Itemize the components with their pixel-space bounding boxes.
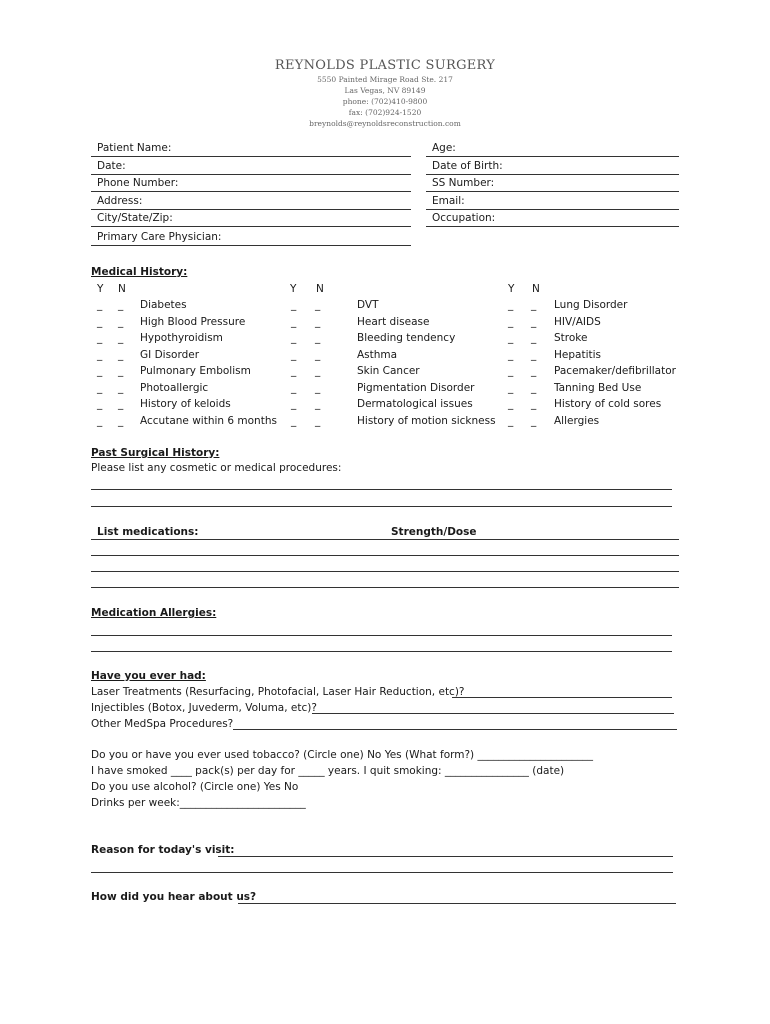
condition-label: Heart disease	[357, 315, 430, 328]
medications-header-line	[91, 539, 679, 540]
no-checkbox-blank[interactable]: _	[531, 365, 537, 377]
condition-label: Skin Cancer	[357, 365, 420, 377]
no-checkbox-blank[interactable]: _	[118, 315, 124, 328]
condition-label: High Blood Pressure	[140, 315, 246, 328]
yes-checkbox-blank[interactable]: _	[291, 315, 297, 328]
yes-column-header: Y	[97, 283, 104, 295]
medical-history-heading: Medical History:	[91, 266, 188, 278]
no-checkbox-blank[interactable]: _	[531, 398, 537, 410]
no-column-header: N	[118, 283, 126, 295]
no-checkbox-blank[interactable]: _	[531, 299, 537, 311]
yes-checkbox-blank[interactable]: _	[291, 381, 297, 394]
primary-care-physician-field[interactable]: Primary Care Physician:	[91, 230, 411, 246]
no-checkbox-blank[interactable]: _	[531, 381, 537, 394]
yes-checkbox-blank[interactable]: _	[97, 398, 103, 410]
no-checkbox-blank[interactable]: _	[315, 332, 321, 344]
no-checkbox-blank[interactable]: _	[118, 332, 124, 344]
no-column-header: N	[316, 283, 324, 295]
strength-dose-label: Strength/Dose	[391, 526, 477, 538]
yes-column-header: Y	[290, 283, 297, 295]
past-surgical-history-heading: Past Surgical History:	[91, 447, 220, 459]
laser-treatments-question: Laser Treatments (Resurfacing, Photofacial, Laser Hair Reduction, etc)?	[91, 686, 465, 698]
yes-checkbox-blank[interactable]: _	[508, 365, 514, 377]
reason-for-visit-label: Reason for today's visit:	[91, 844, 235, 856]
no-checkbox-blank[interactable]: _	[531, 315, 537, 328]
no-checkbox-blank[interactable]: _	[118, 348, 124, 361]
condition-label: Hypothyroidism	[140, 332, 223, 344]
yes-checkbox-blank[interactable]: _	[508, 332, 514, 344]
yes-checkbox-blank[interactable]: _	[97, 348, 103, 361]
practice-address-line1: 5550 Painted Mirage Road Ste. 217	[317, 75, 453, 84]
no-checkbox-blank[interactable]: _	[315, 381, 321, 394]
no-checkbox-blank[interactable]: _	[118, 398, 124, 410]
other-medspa-question: Other MedSpa Procedures?	[91, 718, 234, 730]
condition-label: Pacemaker/defibrillator	[554, 365, 676, 377]
yes-checkbox-blank[interactable]: _	[97, 381, 103, 394]
condition-label: Dermatological issues	[357, 398, 473, 410]
yes-checkbox-blank[interactable]: _	[291, 365, 297, 377]
condition-label: Tanning Bed Use	[554, 381, 642, 394]
have-you-ever-had-heading: Have you ever had:	[91, 670, 206, 682]
yes-checkbox-blank[interactable]: _	[291, 332, 297, 344]
date-of-birth-field[interactable]: Date of Birth:	[426, 159, 679, 175]
condition-label: History of motion sickness	[357, 414, 496, 427]
address-field[interactable]: Address:	[91, 194, 411, 210]
injectibles-answer-line[interactable]	[312, 713, 674, 714]
condition-label: Stroke	[554, 332, 588, 344]
condition-label: History of cold sores	[554, 398, 662, 410]
condition-label: Lung Disorder	[554, 299, 628, 311]
condition-label: Pulmonary Embolism	[140, 365, 251, 377]
how-did-you-hear-line[interactable]	[238, 903, 676, 904]
practice-address-line2: Las Vegas, NV 89149	[344, 86, 426, 95]
age-field[interactable]: Age:	[426, 141, 679, 157]
drinks-per-week-question[interactable]: Drinks per week:________________________	[91, 797, 306, 809]
no-checkbox-blank[interactable]: _	[315, 414, 321, 427]
tobacco-question[interactable]: Do you or have you ever used tobacco? (Circle one) No Yes (What form?) ______________________	[91, 749, 593, 761]
medication-line[interactable]	[91, 587, 679, 588]
smoking-history-question[interactable]: I have smoked ____ pack(s) per day for _____ years. I quit smoking: ________________ (date)	[91, 765, 565, 777]
condition-label: Photoallergic	[140, 381, 209, 394]
city-state-zip-field[interactable]: City/State/Zip:	[91, 211, 411, 227]
condition-label: Bleeding tendency	[357, 332, 456, 344]
yes-checkbox-blank[interactable]: _	[508, 381, 514, 394]
practice-email: breynolds@reynoldsreconstruction.com	[309, 119, 461, 128]
surgical-history-prompt: Please list any cosmetic or medical procedures:	[91, 462, 342, 474]
medication-line[interactable]	[91, 571, 679, 572]
condition-label: Diabetes	[140, 299, 187, 311]
medication-allergies-line[interactable]	[91, 635, 672, 636]
condition-label: HIV/AIDS	[554, 315, 601, 328]
condition-label: History of keloids	[140, 398, 231, 410]
no-checkbox-blank[interactable]: _	[315, 299, 321, 311]
condition-label: DVT	[357, 299, 379, 311]
no-checkbox-blank[interactable]: _	[531, 332, 537, 344]
no-checkbox-blank[interactable]: _	[118, 299, 124, 311]
laser-treatments-answer-line[interactable]	[452, 697, 672, 698]
other-medspa-answer-line[interactable]	[233, 729, 677, 730]
practice-fax: fax: (702)924-1520	[348, 108, 422, 117]
patient-name-field[interactable]: Patient Name:	[91, 141, 411, 157]
yes-checkbox-blank[interactable]: _	[291, 398, 297, 410]
yes-checkbox-blank[interactable]: _	[508, 348, 514, 361]
yes-checkbox-blank[interactable]: _	[508, 299, 514, 311]
condition-label: Pigmentation Disorder	[357, 381, 475, 394]
injectibles-question: Injectibles (Botox, Juvederm, Voluma, etc)?	[91, 702, 317, 714]
practice-phone: phone: (702)410-9800	[342, 97, 428, 106]
phone-number-field[interactable]: Phone Number:	[91, 176, 411, 192]
yes-checkbox-blank[interactable]: _	[97, 332, 103, 344]
surgical-history-line[interactable]	[91, 489, 672, 490]
condition-label: Allergies	[554, 414, 600, 427]
no-checkbox-blank[interactable]: _	[315, 348, 321, 361]
email-field[interactable]: Email:	[426, 194, 679, 210]
reason-for-visit-line[interactable]	[218, 856, 673, 857]
yes-checkbox-blank[interactable]: _	[97, 315, 103, 328]
medication-allergies-line[interactable]	[91, 651, 672, 652]
yes-checkbox-blank[interactable]: _	[97, 365, 103, 377]
reason-for-visit-line[interactable]	[91, 872, 673, 873]
medication-allergies-heading: Medication Allergies:	[91, 607, 217, 619]
date-field[interactable]: Date:	[91, 159, 411, 175]
no-checkbox-blank[interactable]: _	[118, 381, 124, 394]
how-did-you-hear-label: How did you hear about us?	[91, 891, 257, 903]
ss-number-field[interactable]: SS Number:	[426, 176, 679, 192]
condition-label: Asthma	[357, 348, 398, 361]
practice-name: REYNOLDS PLASTIC SURGERY	[274, 58, 496, 73]
yes-checkbox-blank[interactable]: _	[508, 315, 514, 328]
yes-checkbox-blank[interactable]: _	[97, 299, 103, 311]
yes-column-header: Y	[508, 283, 515, 295]
condition-label: Accutane within 6 months	[140, 414, 277, 427]
no-column-header: N	[532, 283, 540, 295]
no-checkbox-blank[interactable]: _	[315, 398, 321, 410]
yes-checkbox-blank[interactable]: _	[291, 348, 297, 361]
yes-checkbox-blank[interactable]: _	[291, 414, 297, 427]
no-checkbox-blank[interactable]: _	[315, 365, 321, 377]
no-checkbox-blank[interactable]: _	[531, 414, 537, 427]
occupation-field[interactable]: Occupation:	[426, 211, 679, 227]
no-checkbox-blank[interactable]: _	[118, 414, 124, 427]
no-checkbox-blank[interactable]: _	[118, 365, 124, 377]
yes-checkbox-blank[interactable]: _	[508, 398, 514, 410]
list-medications-label: List medications:	[97, 526, 199, 538]
yes-checkbox-blank[interactable]: _	[97, 414, 103, 427]
yes-checkbox-blank[interactable]: _	[508, 414, 514, 427]
medication-line[interactable]	[91, 555, 679, 556]
no-checkbox-blank[interactable]: _	[531, 348, 537, 361]
surgical-history-line[interactable]	[91, 506, 672, 507]
alcohol-question[interactable]: Do you use alcohol? (Circle one) Yes No	[91, 781, 299, 793]
condition-label: GI Disorder	[140, 348, 200, 361]
yes-checkbox-blank[interactable]: _	[291, 299, 297, 311]
no-checkbox-blank[interactable]: _	[315, 315, 321, 328]
condition-label: Hepatitis	[554, 348, 601, 361]
